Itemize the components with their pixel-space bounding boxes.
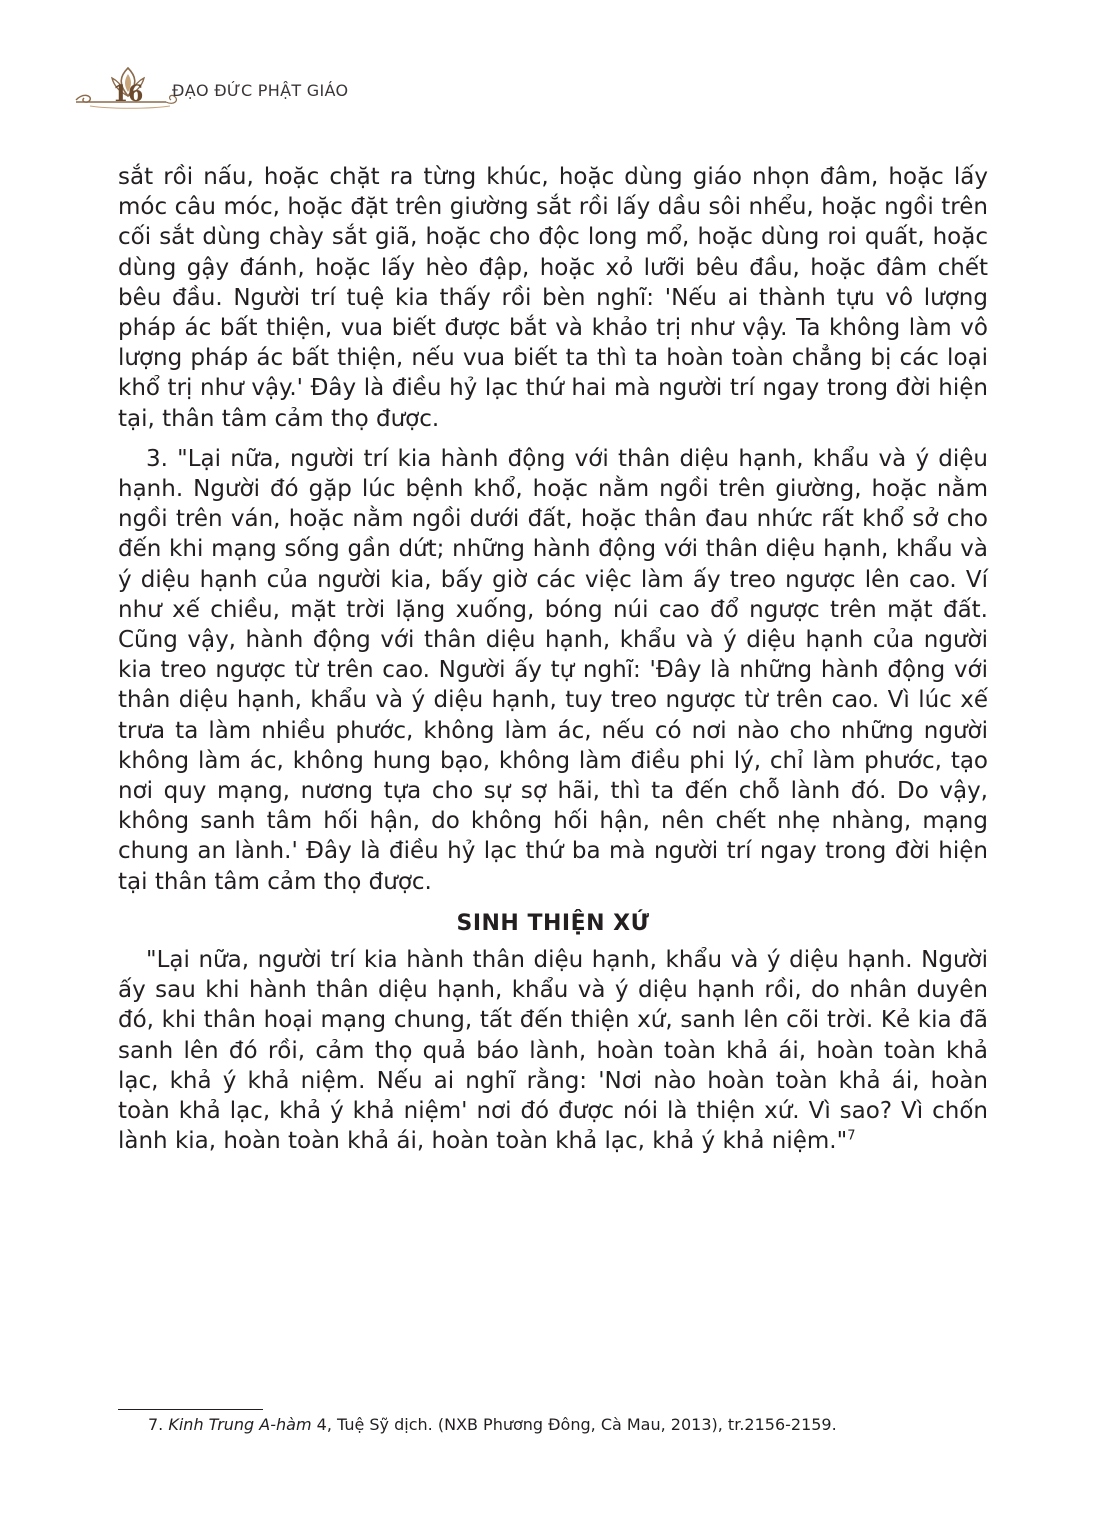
footnote [148, 1414, 988, 1436]
body-text [118, 162, 988, 1157]
page-header [70, 62, 400, 112]
footnote-reference: 7 [847, 1128, 856, 1144]
footnote-title: Kinh Trung A-hàm [168, 1415, 312, 1434]
paragraph-3-text: "Lại nữa, người trí kia hành thân diệu hạnh, khẩu và ý diệu hạnh. Người ấy sau khi hành thân diệu hạnh, khẩu và ý diệu hạnh rồi, do nhân duyên đó, khi thân hoại mạng chung, tất đến thiện xứ, sanh lên cõi trời. Kẻ kia đã sanh lên đó rồi, cảm thọ quả báo lành, hoàn toàn khả ái, hoàn toàn khả lạc, khả ý khả niệm. Nếu ai nghĩ rằng: 'Nơi nào hoàn toàn khả ái, hoàn toàn khả lạc, khả ý khả niệm' nơi đó được nói là thiện xứ. Vì sao? Vì chốn lành kia, hoàn toàn khả ái, hoàn toàn khả lạc, khả ý khả niệm." [118, 947, 988, 1155]
footnote-text: 4, Tuệ Sỹ dịch. (NXB Phương Đông, Cà Mau, 2013), tr.2156-2159. [311, 1415, 837, 1434]
paragraph-2: 3. "Lại nữa, người trí kia hành động với thân diệu hạnh, khẩu và ý diệu hạnh. Người đó gặp lúc bệnh khổ, hoặc nằm ngồi trên giường, hoặc nằm ngồi trên ván, hoặc nằm ngồi dưới đất, hoặc thân đau nhức rất khổ sở cho đến khi mạng sống gần dứt; những hành động với thân diệu hạnh, khẩu và ý diệu hạnh của người kia, bấy giờ các việc làm ấy treo ngược lên cao. Ví như xế chiều, mặt trời lặng xuống, bóng núi cao đổ ngược trên mặt đất. Cũng vậy, hành động với thân diệu hạnh, khẩu và ý diệu hạnh của người kia treo ngược từ trên cao. Người ấy tự nghĩ: 'Đây là những hành động với thân diệu hạnh, khẩu và ý diệu hạnh, tuy treo ngược từ trên cao. Vì lúc xế trưa ta làm nhiều phước, không làm ác, nếu có nơi nào cho những người không làm ác, không hung bạo, không làm điều phi lý, chỉ làm phước, tạo nơi quy mạng, nương tựa cho sự sợ hãi, thì ta đến chỗ lành đó. Do vậy, không sanh tâm hối hận, do không hối hận, nên chết nhẹ nhàng, mạng chung an lành.' Đây là điều hỷ lạc thứ ba mà người trí ngay trong đời hiện tại thân tâm cảm thọ được. [118, 445, 988, 895]
paragraph-1: sắt rồi nấu, hoặc chặt ra từng khúc, hoặc dùng giáo nhọn đâm, hoặc lấy móc câu móc, hoặc đặt trên giường sắt rồi lấy dầu sôi nhểu, hoặc ngồi trên cối sắt dùng chày sắt giã, hoặc cho độc long mổ, hoặc dùng roi quất, hoặc dùng gậy đánh, hoặc lấy hèo đập, hoặc xỏ lưỡi bêu đầu, hoặc đâm chết bêu đầu. Người trí tuệ kia thấy rồi bèn nghĩ: 'Nếu ai thành tựu vô lượng pháp ác bất thiện, vua biết được bắt và khảo trị như vậy. Ta không làm vô lượng pháp ác bất thiện, nếu vua biết ta thì ta hoàn toàn chẳng bị các loại khổ trị như vậy.' Đây là điều hỷ lạc thứ hai mà người trí ngay trong đời hiện tại, thân tâm cảm thọ được. [118, 164, 988, 432]
footnote-divider [118, 1409, 263, 1410]
section-heading: SINH THIỆN XỨ [456, 910, 650, 936]
running-title: ĐẠO ĐỨC PHẬT GIÁO [172, 81, 349, 100]
footnote-number: 7. [148, 1415, 164, 1434]
page-number: 16 [112, 81, 144, 107]
paragraph-3 [118, 945, 988, 1156]
